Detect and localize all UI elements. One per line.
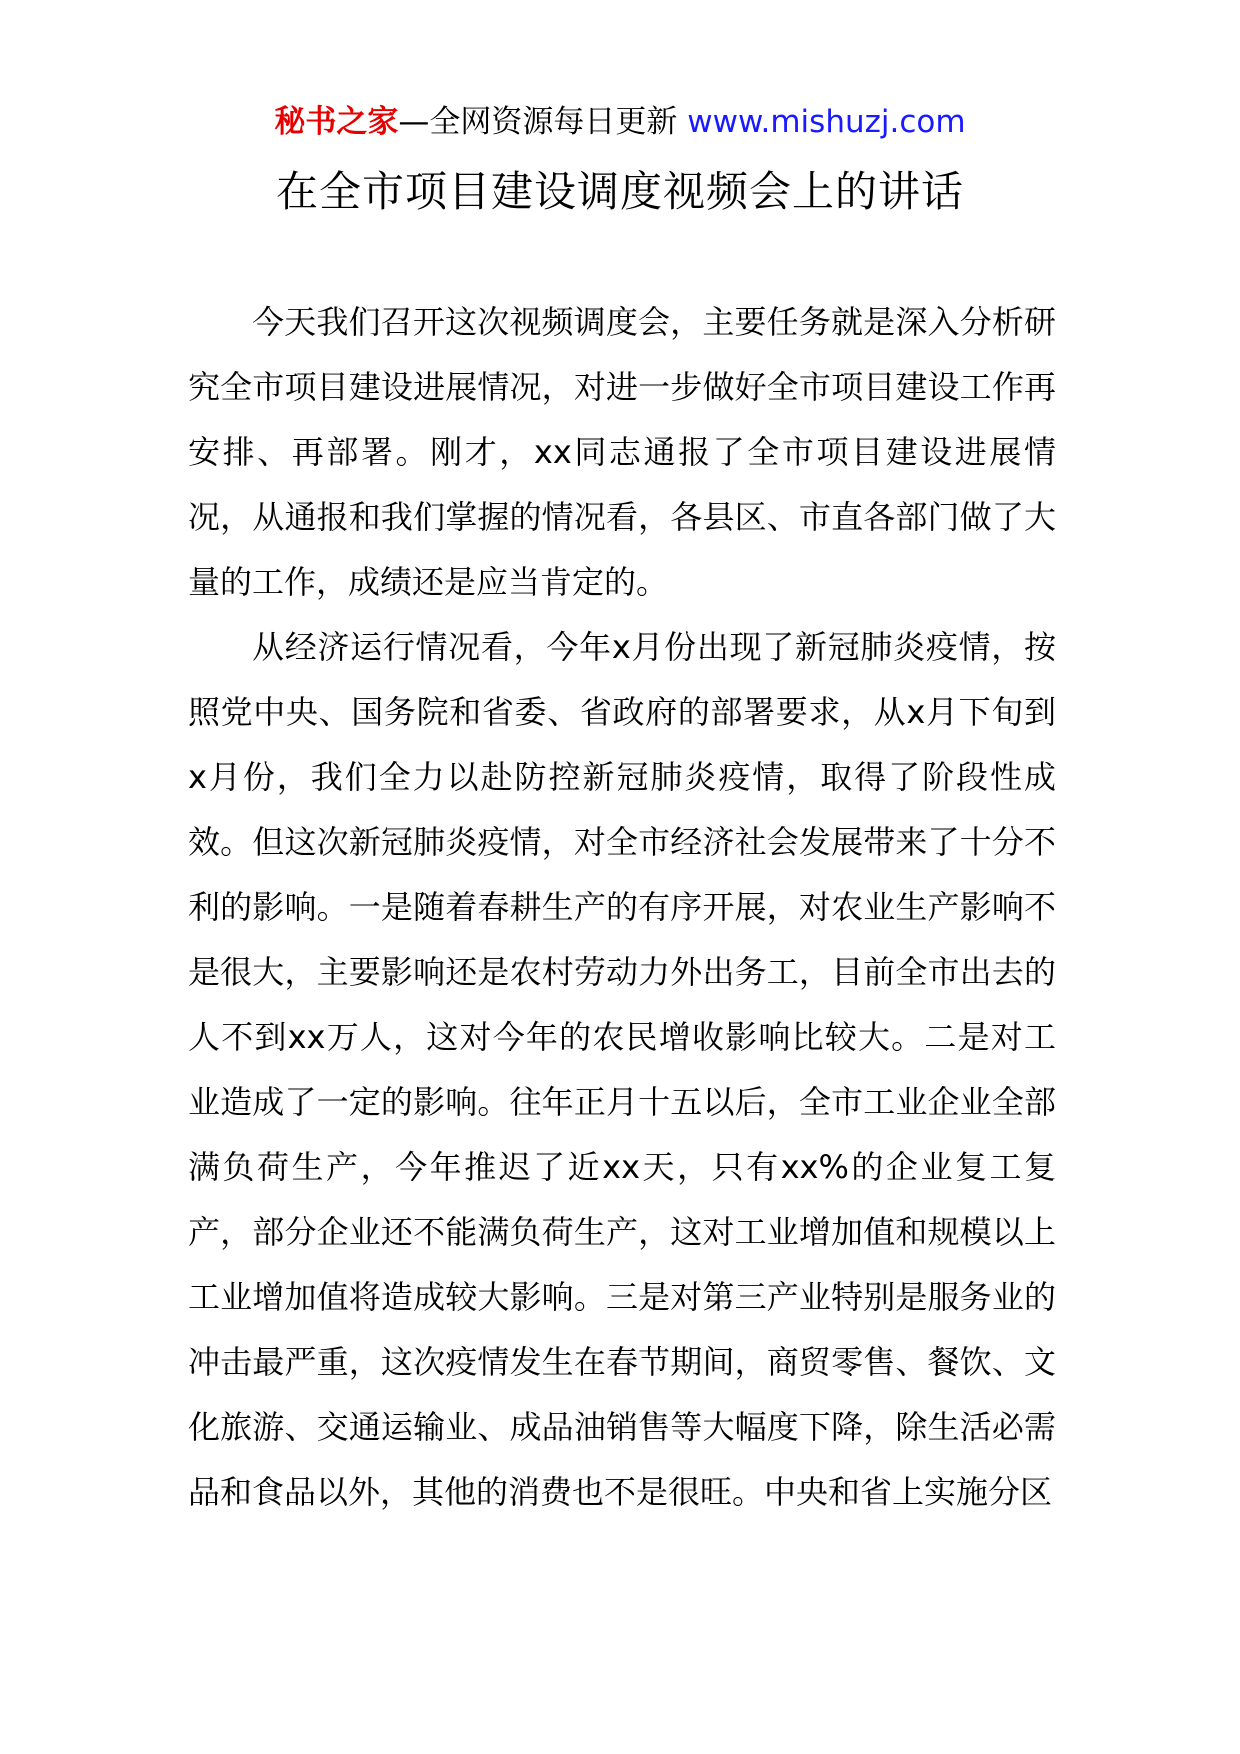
site-name: 秘书之家	[274, 104, 399, 140]
paragraph-1: 今天我们召开这次视频调度会，主要任务就是深入分析研究全市项目建设进展情况，对进一步做好全市项目建设工作再安排、再部署。刚才，xx同志通报了全市项目建设进展情况，从通报和我们掌握的情况看，各县区、市直各部门做了大量的工作，成绩还是应当肯定的。	[188, 303, 1056, 601]
site-url-link[interactable]: www.mishuzj.com	[687, 104, 966, 140]
site-header	[0, 100, 1240, 144]
site-tagline: —全网资源每日更新	[398, 104, 678, 140]
document-title: 在全市项目建设调度视频会上的讲话	[275, 167, 964, 216]
paragraph-2: 从经济运行情况看，今年x月份出现了新冠肺炎疫情，按照党中央、国务院和省委、省政府的部署要求，从x月下旬到x月份，我们全力以赴防控新冠肺炎疫情，取得了阶段性成效。但这次新冠肺炎疫情，对全市经济社会发展带来了十分不利的影响。一是随着春耕生产的有序开展，对农业生产影响不是很大，主要影响还是农村劳动力外出务工，目前全市出去的人不到xx万人，这对今年的农民增收影响比较大。二是对工业造成了一定的影响。往年正月十五以后，全市工业企业全部满负荷生产，今年推迟了近xx天，只有xx%的企业复工复产，部分企业还不能满负荷生产，这对工业增加值和规模以上工业增加值将造成较大影响。三是对第三产业特别是服务业的冲击最严重，这次疫情发生在春节期间，商贸零售、餐饮、文化旅游、交通运输业、成品油销售等大幅度下降，除生活必需品和食品以外，其他的消费也不是很旺。中央和省上实施分区	[188, 628, 1056, 1511]
document-body	[188, 290, 1056, 1525]
